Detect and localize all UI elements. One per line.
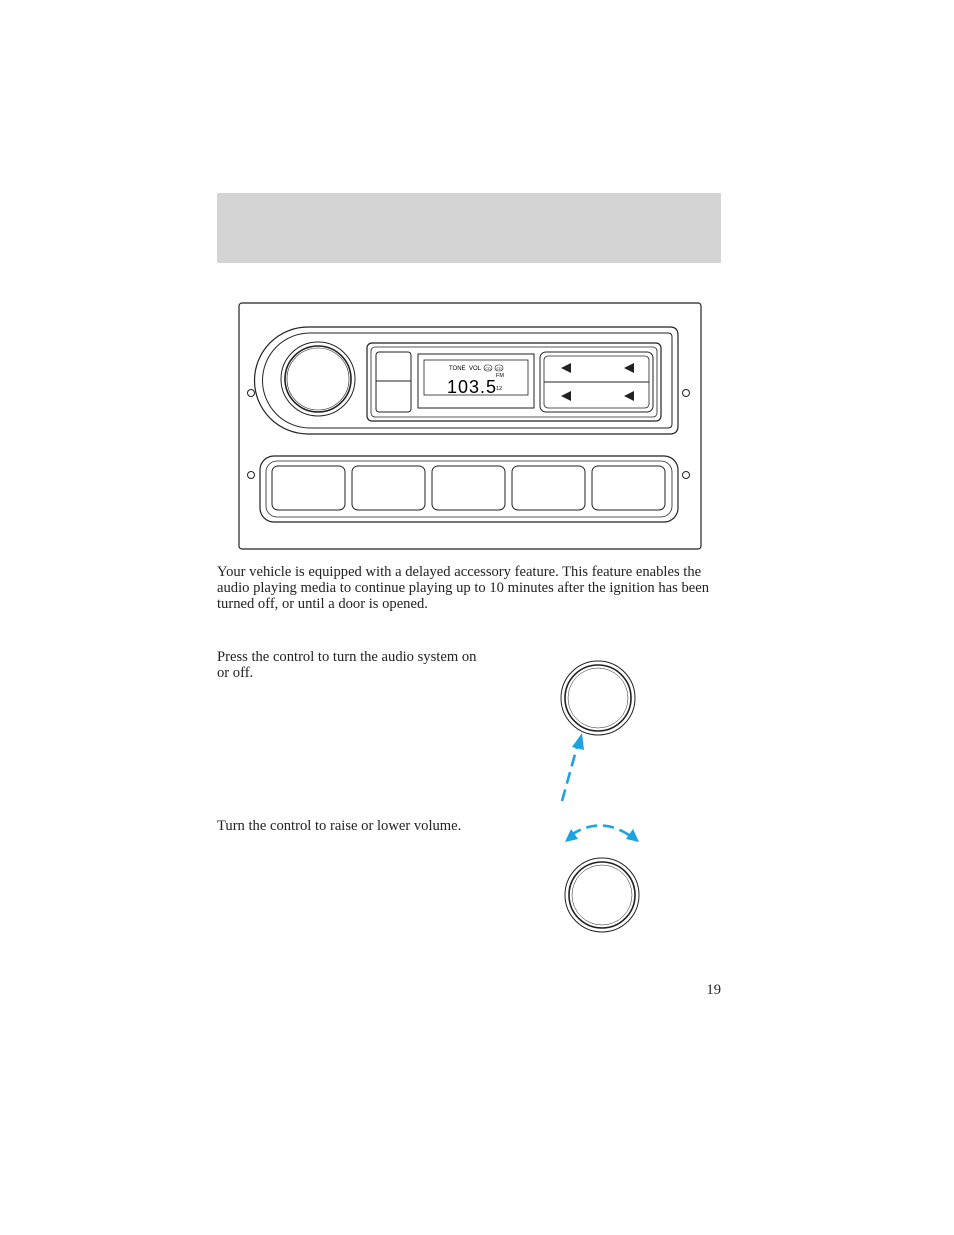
display-vol-label: VOL [469,366,482,372]
preset-button-2[interactable] [352,466,425,510]
page-number: 19 [706,982,721,998]
press-arrow-icon [562,733,584,801]
power-knob-icon [561,661,635,735]
preset-button-3[interactable] [432,466,505,510]
preset-button-5[interactable] [592,466,665,510]
display-band-label: FM [496,373,504,379]
rotate-arrow-icon [565,826,639,843]
left-rocker-button[interactable] [376,352,411,412]
mounting-hole [683,390,690,397]
seek-tune-rocker[interactable] [540,352,653,412]
preset-button-4[interactable] [512,466,585,510]
volume-instruction-text: Turn the control to raise or lower volume. [217,818,462,834]
volume-knob-icon [565,858,639,932]
svg-text:CD: CD [485,366,491,371]
display-tone-label: TONE [449,366,466,372]
preset-button-1[interactable] [272,466,345,510]
section-header-band [217,193,721,263]
mounting-hole [248,390,255,397]
volume-knob-illustration [555,818,645,936]
delayed-accessory-paragraph: Your vehicle is equipped with a delayed accessory feature. This feature enables the audio playing media to continue playing up to 10 minutes after the ignition has been turned off, or until a door is opened. [217,564,710,613]
display-frequency: 103.5 [447,377,498,397]
svg-text:CD: CD [496,366,502,371]
mounting-hole [248,472,255,479]
radio-faceplate-illustration [238,302,702,550]
volume-power-knob[interactable] [281,342,355,416]
radio-display [418,354,534,408]
power-knob-illustration [555,655,645,805]
display-preset-number: 12 [496,386,503,392]
power-instruction-text: Press the control to turn the audio system on or off. [217,649,477,682]
mounting-hole [683,472,690,479]
